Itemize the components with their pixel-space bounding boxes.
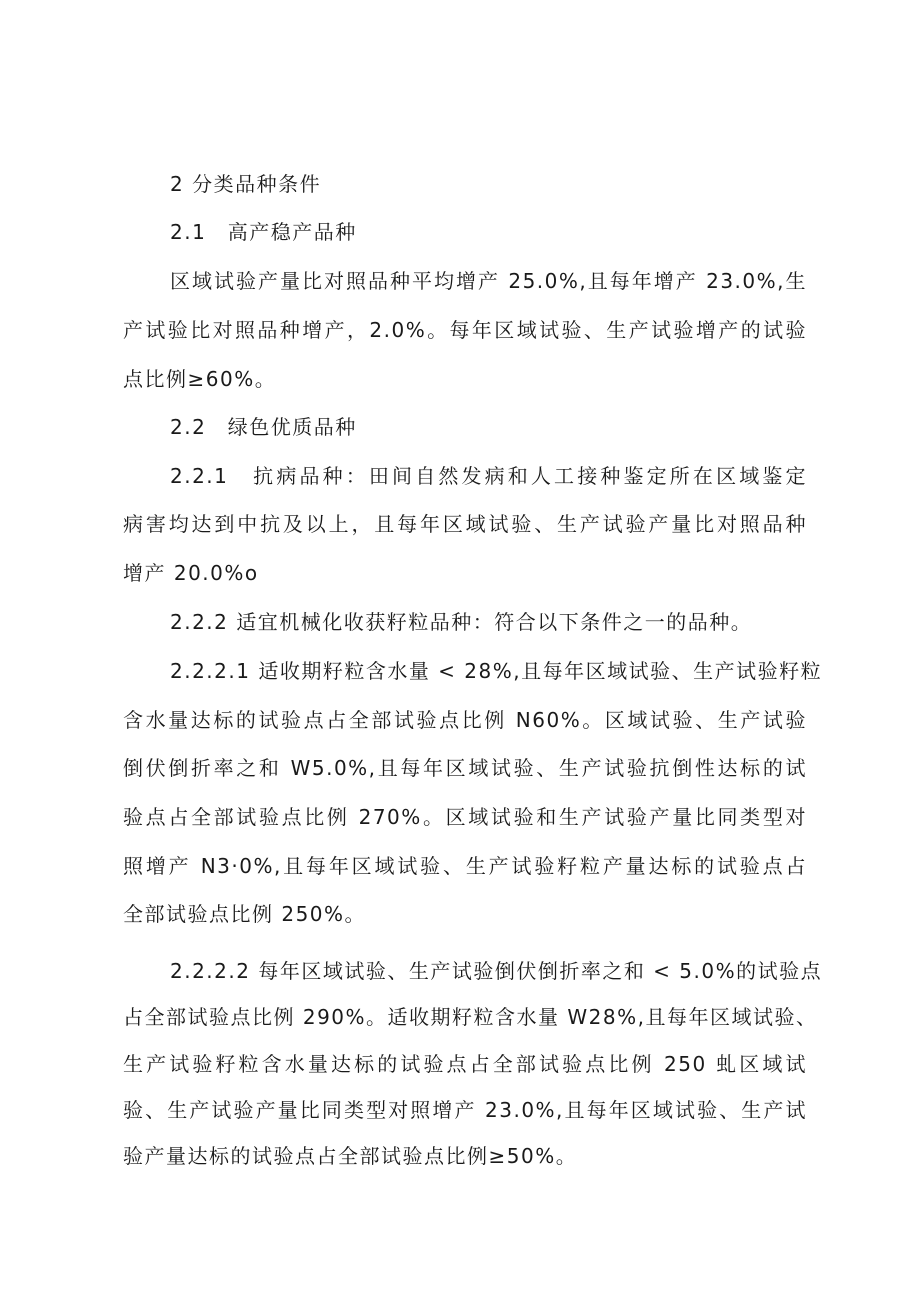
- paragraph-line: 验产量达标的试验点占全部试验点比例≥50%。: [123, 1144, 578, 1168]
- section-heading: 2 分类品种条件: [170, 172, 322, 196]
- paragraph-line: 验、生产试验产量比同类型对照增产 23.0%,且每年区域试验、生产试: [123, 1098, 807, 1122]
- paragraph-line: 全部试验点比例 250%。: [123, 902, 367, 926]
- paragraph-line: 含水量达标的试验点占全部试验点比例 N60%。区域试验、生产试验: [123, 708, 807, 732]
- subsection-heading: 2.1 高产稳产品种: [170, 220, 357, 244]
- paragraph-line: 病害均达到中抗及以上，且每年区域试验、生产试验产量比对照品种: [123, 512, 807, 536]
- paragraph-line: 照增产 N3·0%,且每年区域试验、生产试验籽粒产量达标的试验点占: [123, 854, 807, 878]
- paragraph-line: 2.2.2.2 每年区域试验、生产试验倒伏倒折率之和 < 5.0%的试验点: [170, 959, 823, 983]
- paragraph-line: 占全部试验点比例 290%。适收期籽粒含水量 W28%,且每年区域试验、: [123, 1005, 818, 1029]
- paragraph-line: 验点占全部试验点比例 270%。区域试验和生产试验产量比同类型对: [123, 805, 807, 829]
- paragraph-line: 增产 20.0%o: [123, 561, 259, 585]
- paragraph-line: 产试验比对照品种增产，2.0%。每年区域试验、生产试验增产的试验: [123, 318, 807, 342]
- paragraph-line: 生产试验籽粒含水量达标的试验点占全部试验点比例 250 虬区域试: [123, 1052, 807, 1076]
- subsection-heading: 2.2 绿色优质品种: [170, 415, 357, 439]
- paragraph-line: 点比例≥60%。: [123, 367, 277, 391]
- paragraph-line: 倒伏倒折率之和 W5.0%,且每年区域试验、生产试验抗倒性达标的试: [123, 756, 807, 780]
- paragraph-line: 2.2.2.1 适收期籽粒含水量 < 28%,且每年区域试验、生产试验籽粒: [170, 659, 823, 683]
- paragraph-line: 2.2.1 抗病品种：田间自然发病和人工接种鉴定所在区域鉴定: [170, 464, 807, 488]
- paragraph-line: 区域试验产量比对照品种平均增产 25.0%,且每年增产 23.0%,生: [170, 269, 807, 293]
- paragraph-line: 2.2.2 适宜机械化收获籽粒品种：符合以下条件之一的品种。: [170, 610, 753, 634]
